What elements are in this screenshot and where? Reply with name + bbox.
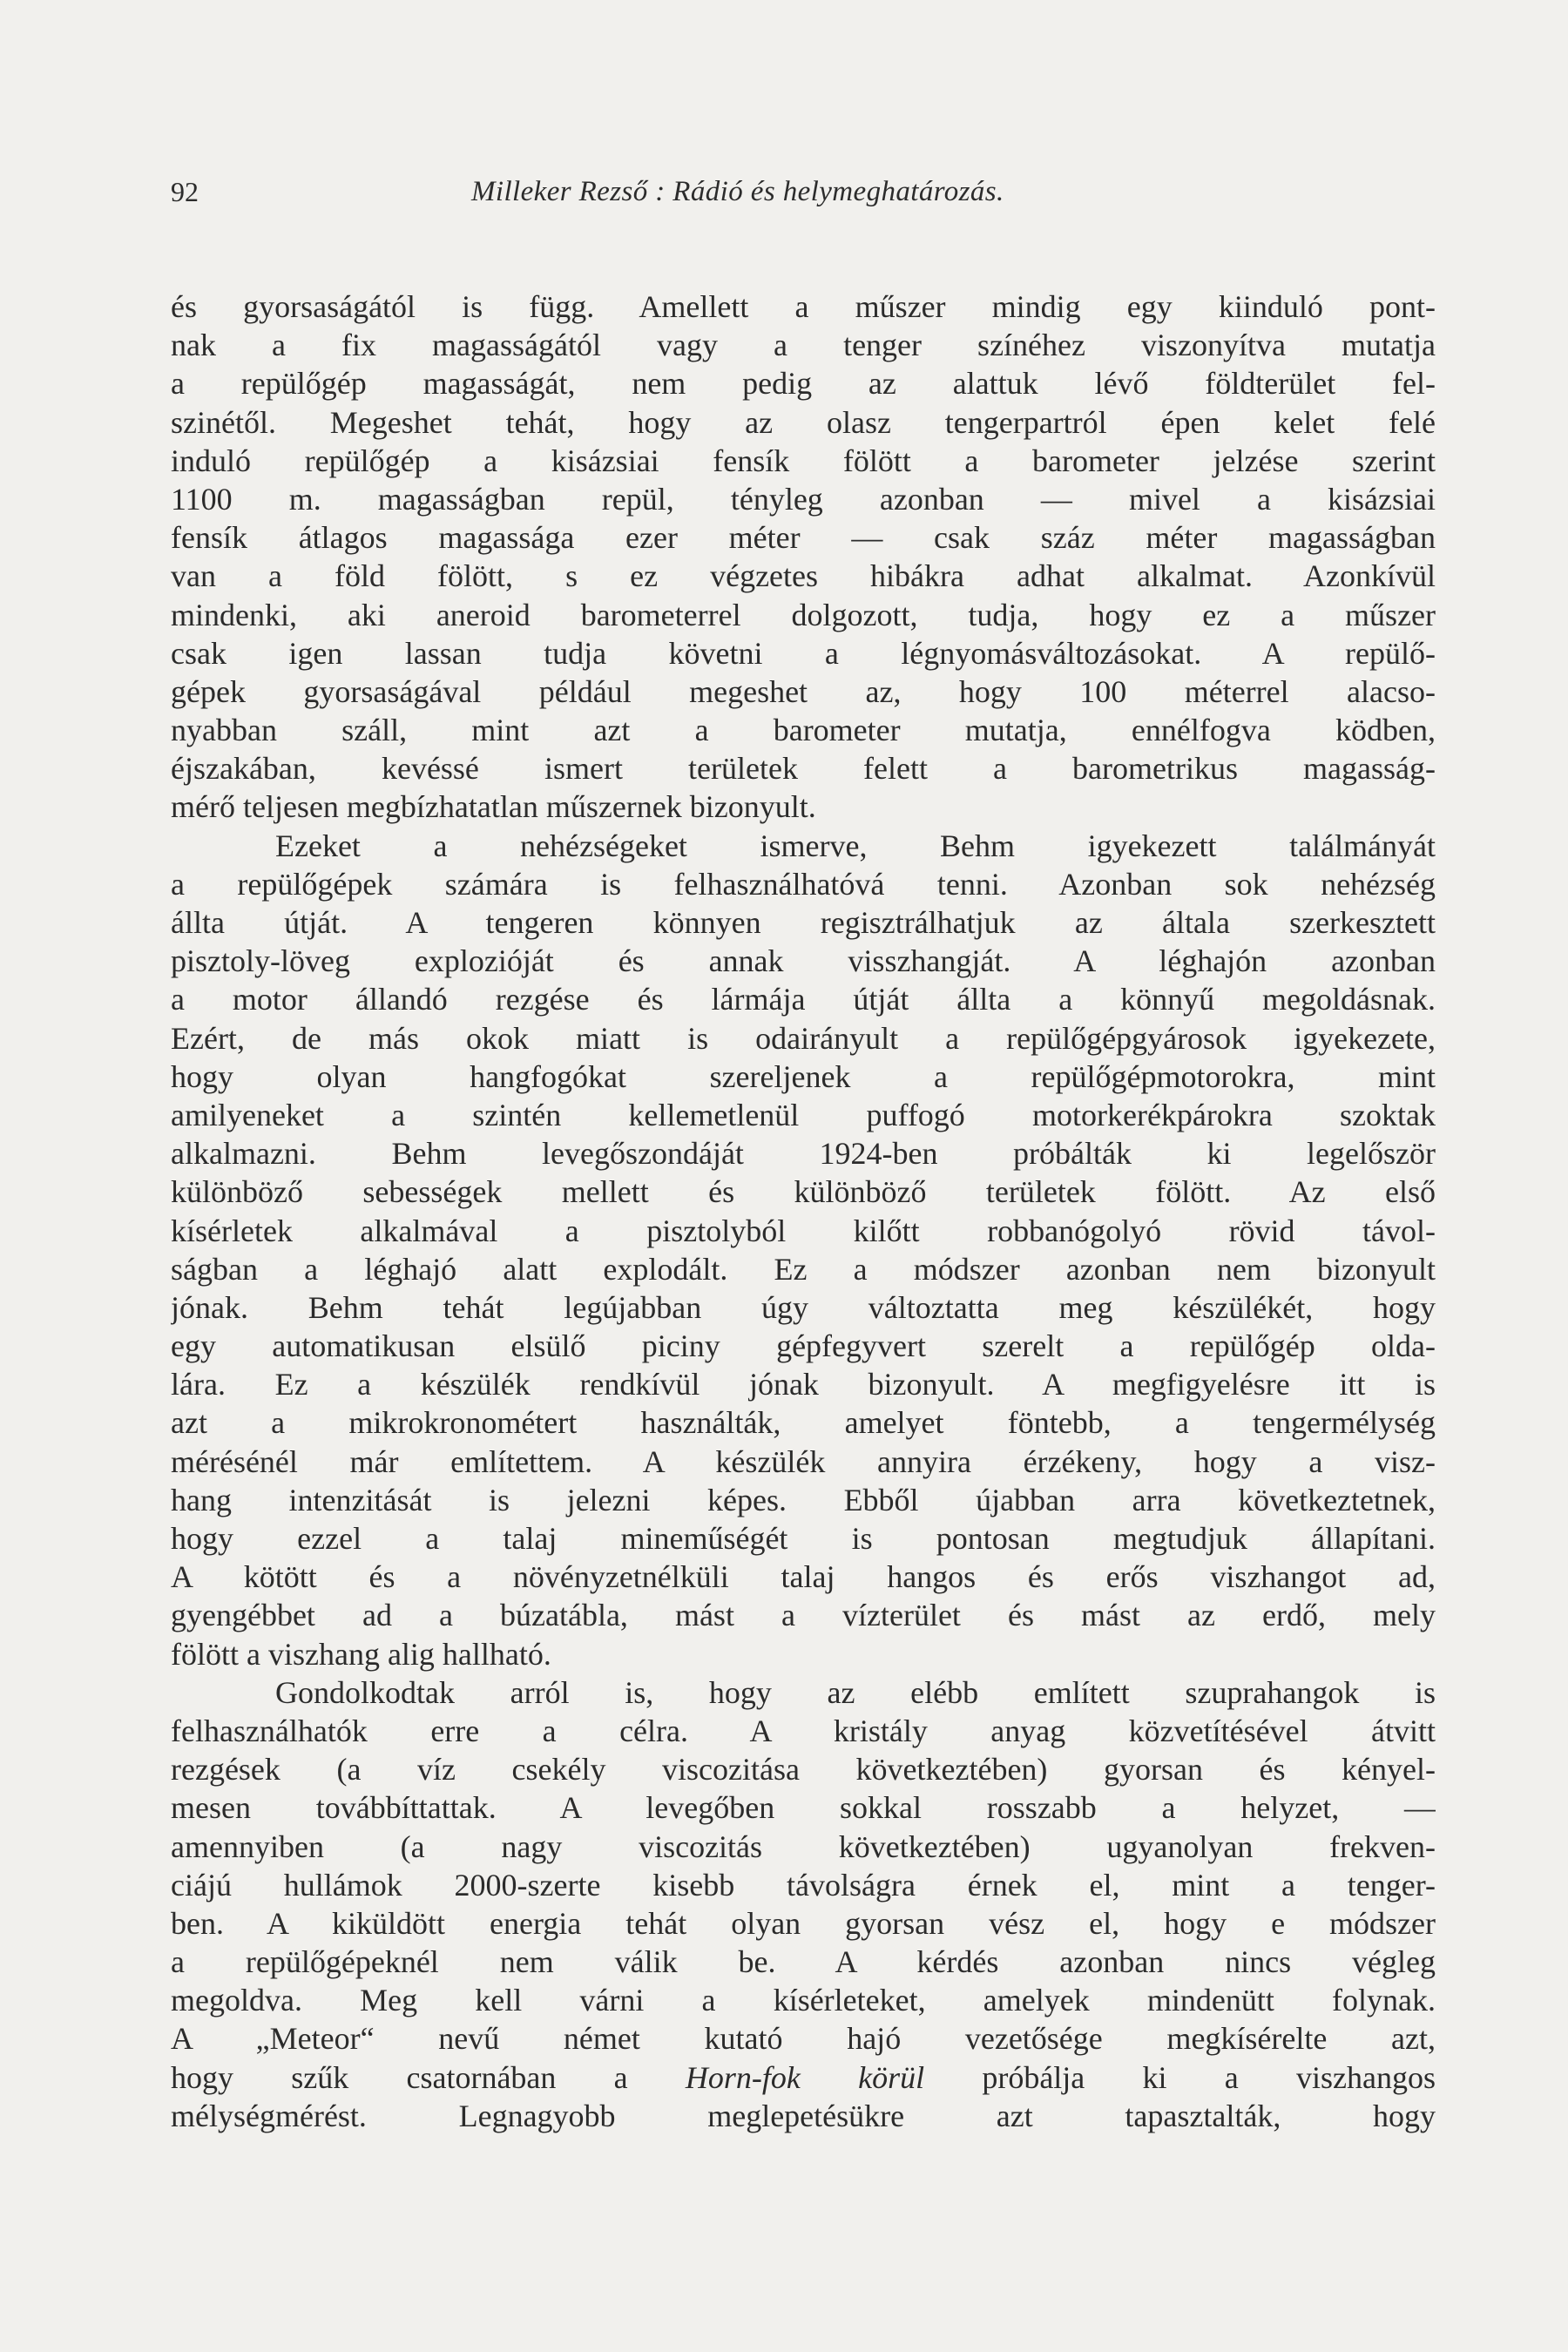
text-line: mélységmérést. Legnagyobb meglepetésükre azt tapasztalták, hogy	[171, 2098, 1436, 2133]
text-line: Ezért, de más okok miatt is odairányult a repülőgépgyárosok igyekezete,	[171, 1020, 1436, 1056]
text-line: van a föld fölött, s ez végzetes hibákra adhat alkalmat. Azonkívül	[171, 558, 1436, 594]
text-line: és gyorsaságától is függ. Amellett a műszer mindig egy kiinduló pont-	[171, 289, 1436, 324]
text-line: ciájú hullámok 2000-szerte kisebb távolságra érnek el, mint a tenger-	[171, 1867, 1436, 1903]
text-line: szinétől. Megeshet tehát, hogy az olasz tengerpartról épen kelet felé	[171, 404, 1436, 440]
text-line: csak igen lassan tudja követni a légnyomásváltozásokat. A repülő-	[171, 635, 1436, 671]
text-line: a repülőgépeknél nem válik be. A kérdés azonban nincs végleg	[171, 1944, 1436, 1980]
text-line: megoldva. Meg kell várni a kísérleteket, amelyek mindenütt folynak.	[171, 1983, 1436, 2018]
text-line: azt a mikrokronométert használták, amelyet föntebb, a tengermélység	[171, 1405, 1436, 1441]
text-line: 1100 m. magasságban repül, tényleg azonban — mivel a kisázsiai	[171, 481, 1436, 517]
paragraph-2	[171, 827, 1436, 1673]
text-line: gépek gyorsaságával például megeshet az, hogy 100 méterrel alacso-	[171, 673, 1436, 709]
text-line: nak a fix magasságától vagy a tenger színéhez viszonyítva mutatja	[171, 328, 1436, 363]
text-line: hang intenzitását is jelezni képes. Ebből újabban arra következtetnek,	[171, 1482, 1436, 1517]
text-line: éjszakában, kevéssé ismert területek felett a barometrikus magasság-	[171, 751, 1436, 787]
italic-placename: Horn-fok körül	[685, 2059, 925, 2095]
text-line: fensík átlagos magassága ezer méter — csak száz méter magasságban	[171, 520, 1436, 556]
text-line: felhasználhatók erre a célra. A kristály anyag közvetítésével átvitt	[171, 1713, 1436, 1748]
body-text	[171, 287, 1436, 2135]
text-line: induló repülőgép a kisázsiai fensík fölött a barometer jelzése szerint	[171, 443, 1436, 478]
text-line: a motor állandó rezgése és lármája útját állta a könnyű megoldásnak.	[171, 982, 1436, 1017]
text-line: ságban a léghajó alatt explodált. Ez a módszer azonban nem bizonyult	[171, 1251, 1436, 1287]
text-line: alkalmazni. Behm levegőszondáját 1924-ben próbálták ki legelőször	[171, 1136, 1436, 1172]
text-line: amennyiben (a nagy viscozitás következtében) ugyanolyan frekven-	[171, 1828, 1436, 1864]
text-line: A kötött és a növényzetnélküli talaj hangos és erős viszhangot ad,	[171, 1559, 1436, 1595]
text-line: egy automatikusan elsülő piciny gépfegyvert szerelt a repülőgép olda-	[171, 1328, 1436, 1364]
text-line-with-italic: hogy szűk csatornában a Horn-fok körül próbálja ki a viszhangos	[171, 2059, 1436, 2095]
text-line: A „Meteor“ nevű német kutató hajó vezetősége megkísérelte azt,	[171, 2021, 1436, 2057]
text-line: a repülőgép magasságát, nem pedig az alattuk lévő földterület fel-	[171, 366, 1436, 402]
text-line: rezgések (a víz csekély viscozitása következtében) gyorsan és kényel-	[171, 1752, 1436, 1788]
text-line: mérésénél már említettem. A készülék annyira érzékeny, hogy a visz-	[171, 1443, 1436, 1479]
text-line: pisztoly-löveg explozióját és annak visszhangját. A léghajón azonban	[171, 943, 1436, 979]
text-line: hogy ezzel a talaj mineműségét is pontosan megtudjuk állapítani.	[171, 1521, 1436, 1556]
text-line: jónak. Behm tehát legújabban úgy változtatta meg készülékét, hogy	[171, 1289, 1436, 1325]
text-line: lára. Ez a készülék rendkívül jónak bizonyult. A megfigyelésre itt is	[171, 1367, 1436, 1402]
text-line: mindenki, aki aneroid barometerrel dolgozott, tudja, hogy ez a műszer	[171, 597, 1436, 632]
text-line: különböző sebességek mellett és különböző területek fölött. Az első	[171, 1174, 1436, 1210]
text-line: kísérletek alkalmával a pisztolyból kilőtt robbanógolyó rövid távol-	[171, 1213, 1436, 1248]
text-line: állta útját. A tengeren könnyen regisztrálhatjuk az általa szerkesztett	[171, 905, 1436, 940]
text-line: mérő teljesen megbízhatatlan műszernek bizonyult.	[171, 789, 816, 825]
text-line: hogy olyan hangfogókat szereljenek a repülőgépmotorokra, mint	[171, 1058, 1436, 1094]
text-line: mesen továbbíttattak. A levegőben sokkal rosszabb a helyzet, —	[171, 1790, 1436, 1826]
text-line: Ezeket a nehézségeket ismerve, Behm igyekezett találmányát	[275, 828, 1436, 863]
page-number: 92	[171, 176, 199, 207]
text-line: ben. A kiküldött energia tehát olyan gyorsan vész el, hogy e módszer	[171, 1905, 1436, 1941]
text-line: gyengébbet ad a búzatábla, mást a vízterület és mást az erdő, mely	[171, 1598, 1436, 1633]
text-line: Gondolkodtak arról is, hogy az elébb említett szuprahangok is	[275, 1674, 1436, 1710]
text-line: fölött a viszhang alig hallható.	[171, 1636, 551, 1672]
running-head	[171, 172, 1425, 216]
text-line: nyabban száll, mint azt a barometer mutatja, ennélfogva ködben,	[171, 713, 1436, 748]
running-title: Milleker Rezső : Rádió és helymeghatározás.	[471, 176, 1004, 207]
paragraph-3	[171, 1673, 1436, 2135]
text-line: amilyeneket a szintén kellemetlenül puffogó motorkerékpárokra szoktak	[171, 1097, 1436, 1132]
paragraph-1	[171, 287, 1436, 827]
text-line: a repülőgépek számára is felhasználhatóvá tenni. Azonban sok nehézség	[171, 866, 1436, 902]
